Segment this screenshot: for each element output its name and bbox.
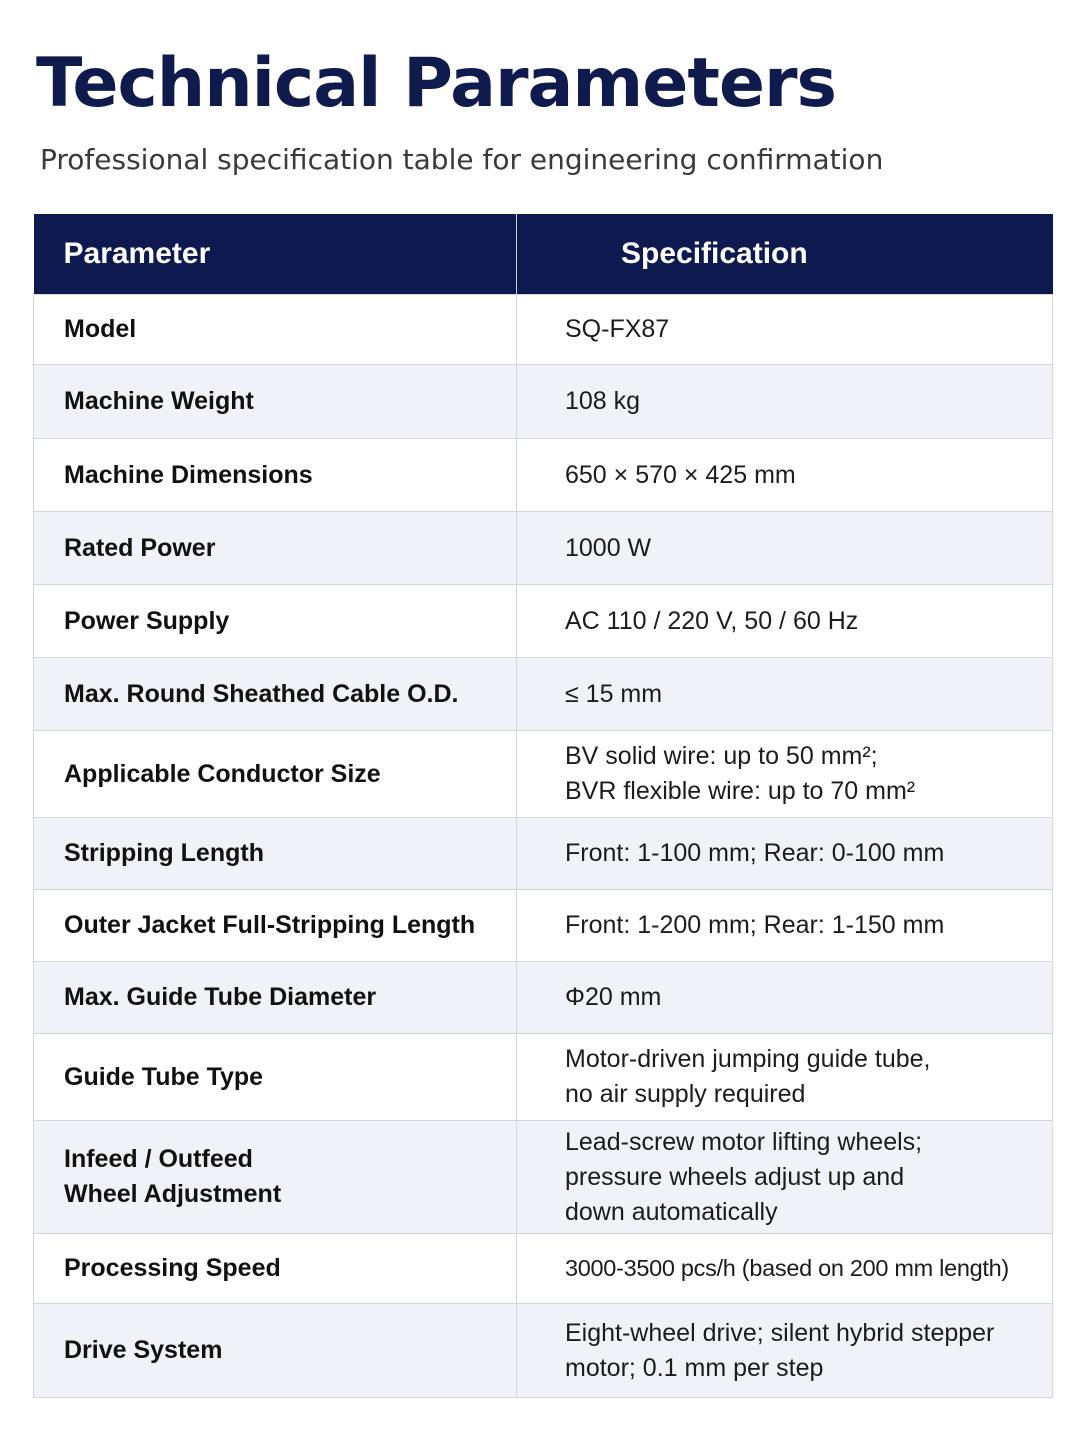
specification-cell [517, 1304, 1053, 1398]
parameter-text: Machine Weight [64, 387, 254, 415]
table-row [34, 365, 1053, 439]
table-row [34, 658, 1053, 731]
table-row [34, 818, 1053, 890]
table-row [34, 731, 1053, 818]
specification-text: motor; 0.1 mm per step [565, 1353, 824, 1382]
parameter-text: Rated Power [64, 533, 216, 562]
parameter-cell [34, 890, 517, 962]
parameter-text: Outer Jacket Full-Stripping Length [64, 911, 476, 939]
parameter-cell [34, 1034, 517, 1121]
table-row [34, 295, 1053, 365]
parameter-text: Max. Round Sheathed Cable O.D. [64, 679, 459, 708]
specification-cell [517, 658, 1053, 731]
parameter-cell [34, 962, 517, 1034]
table-row [34, 585, 1053, 658]
specification-text: no air supply required [565, 1080, 806, 1108]
parameter-cell [34, 439, 517, 512]
specification-cell [517, 512, 1053, 585]
parameter-cell [34, 295, 517, 365]
parameter-cell [34, 512, 517, 585]
parameter-text: Drive System [64, 1336, 223, 1364]
specification-cell [517, 1121, 1053, 1234]
parameter-cell [34, 818, 517, 890]
specification-text: Motor-driven jumping guide tube, [565, 1045, 931, 1073]
parameter-text: Power Supply [64, 606, 230, 635]
parameter-cell [34, 585, 517, 658]
column-header-parameter: Parameter [34, 214, 517, 295]
specification-text: Eight-wheel drive; silent hybrid stepper [565, 1318, 995, 1347]
parameter-text: Applicable Conductor Size [64, 759, 381, 788]
specification-text: BV solid wire: up to 50 mm²; [565, 742, 878, 770]
parameter-cell [34, 731, 517, 818]
specification-text: 650 × 570 × 425 mm [565, 460, 796, 489]
specification-text: pressure wheels adjust up and [565, 1162, 905, 1191]
specification-cell [517, 295, 1053, 365]
table-row [34, 1034, 1053, 1121]
specification-text: SQ-FX87 [565, 315, 670, 343]
table-row [34, 890, 1053, 962]
table-row [34, 512, 1053, 585]
parameter-text: Machine Dimensions [64, 460, 313, 489]
table-row [34, 1304, 1053, 1398]
specification-text: 108 kg [565, 387, 641, 415]
specification-text: Front: 1-200 mm; Rear: 1-150 mm [565, 911, 945, 939]
specification-cell [517, 818, 1053, 890]
parameter-text: Model [64, 315, 137, 343]
table-row [34, 1234, 1053, 1304]
specification-text: down automatically [565, 1197, 778, 1226]
specification-text: AC 110 / 220 V, 50 / 60 Hz [565, 606, 859, 635]
parameter-text: Infeed / Outfeed [64, 1145, 253, 1173]
page-subtitle: Professional specification table for engineering confirmation [40, 143, 884, 176]
parameter-text: Wheel Adjustment [64, 1180, 282, 1208]
specification-cell [517, 365, 1053, 439]
table-row [34, 962, 1053, 1034]
parameter-text: Processing Speed [64, 1254, 281, 1282]
specification-text: 1000 W [565, 533, 652, 562]
specification-text: 3000-3500 pcs/h (based on 200 mm length) [565, 1255, 1009, 1281]
specification-cell [517, 1034, 1053, 1121]
specification-cell [517, 439, 1053, 512]
specification-text: BVR flexible wire: up to 70 mm² [565, 777, 916, 805]
parameter-cell [34, 1121, 517, 1234]
parameter-text: Guide Tube Type [64, 1062, 264, 1091]
table-row [34, 439, 1053, 512]
column-header-specification: Specification [517, 214, 1053, 295]
table-row [34, 1121, 1053, 1234]
specification-cell [517, 962, 1053, 1034]
specification-text: Lead-screw motor lifting wheels; [565, 1127, 923, 1156]
specification-text: ≤ 15 mm [565, 679, 663, 708]
specification-cell [517, 890, 1053, 962]
specification-cell [517, 585, 1053, 658]
parameter-cell [34, 658, 517, 731]
spec-table [33, 214, 1053, 1398]
specification-text: Front: 1-100 mm; Rear: 0-100 mm [565, 839, 945, 867]
specification-text: Φ20 mm [565, 983, 662, 1011]
parameter-cell [34, 365, 517, 439]
parameter-text: Max. Guide Tube Diameter [64, 983, 377, 1011]
parameter-cell [34, 1304, 517, 1398]
page-title: Technical Parameters [36, 44, 837, 123]
parameter-text: Stripping Length [64, 839, 264, 867]
specification-cell [517, 731, 1053, 818]
parameter-cell [34, 1234, 517, 1304]
specification-cell [517, 1234, 1053, 1304]
table-header-row [34, 214, 1053, 295]
